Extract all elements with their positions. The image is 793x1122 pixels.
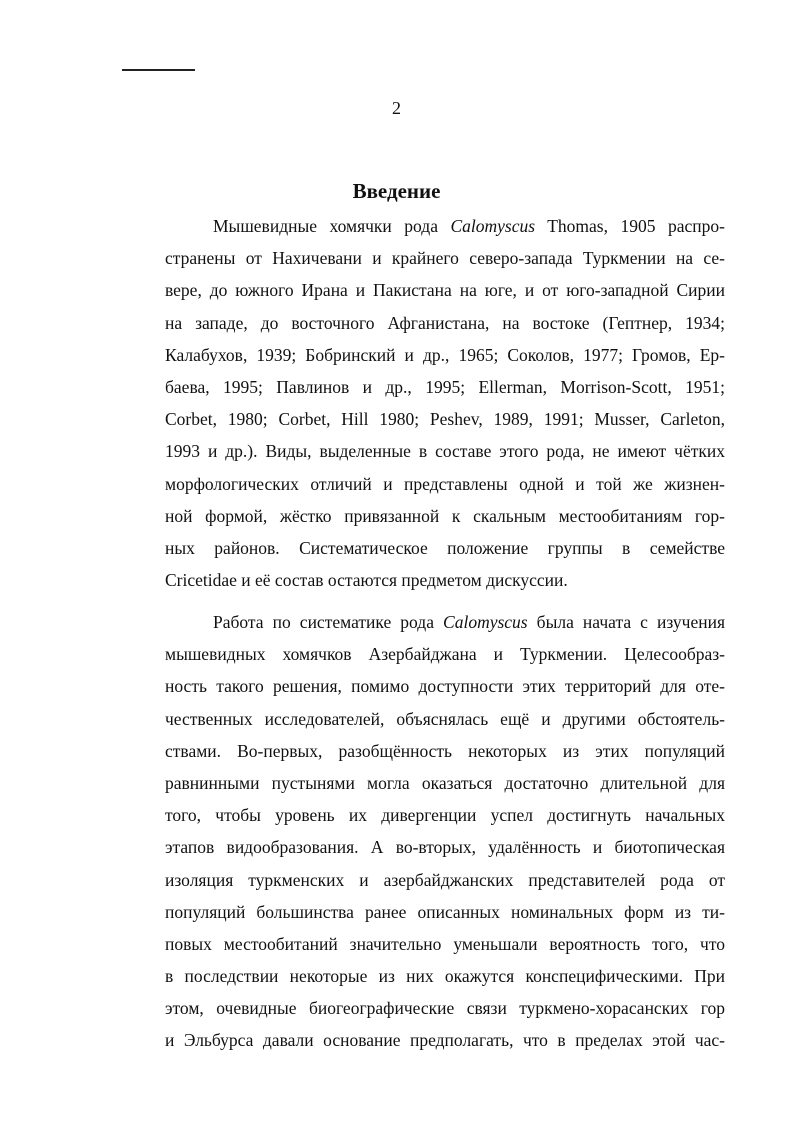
line-text-suffix: Thomas, 1905 распро- (535, 216, 725, 236)
paragraph-line: ность такого решения, помимо доступности этих территорий для оте- (165, 676, 725, 697)
paragraph-line: повых местообитаний значительно уменьшали вероятность того, что (165, 933, 725, 954)
page-number: 2 (392, 98, 401, 118)
paragraph-line: чественных исследователей, объяснялась ещё и другими обстоятель- (165, 708, 725, 729)
paragraph-2 (165, 606, 725, 1057)
paragraph-line: изоляция туркменских и азербайджанских представителей рода от (165, 869, 725, 890)
paragraph-line: на западе, до восточного Афганистана, на востоке (Гептнер, 1934; (165, 312, 725, 333)
paragraph-line: ной формой, жёстко привязанной к скальным местообитаниям гор- (165, 505, 725, 526)
line-text-prefix: Работа по систематике рода (213, 612, 444, 632)
paragraph-line: баева, 1995; Павлинов и др., 1995; Ellerman, Morrison-Scott, 1951; (165, 376, 725, 397)
paragraph-line: и Эльбурса давали основание предполагать, что в пределах этой час- (165, 1030, 725, 1051)
paragraph-line: этом, очевидные биогеографические связи туркмено-хорасанских гор (165, 998, 725, 1019)
section-heading: Введение (352, 179, 441, 203)
top-rule-line (122, 69, 195, 71)
genus-name: Calomyscus (450, 216, 536, 236)
paragraph-line: морфологических отличий и представлены одной и той же жизнен- (165, 473, 725, 494)
paragraph-line: странены от Нахичевани и крайнего северо-запада Туркмении на се- (165, 248, 725, 269)
paragraph-line: популяций большинства ранее описанных номинальных форм из ти- (165, 901, 725, 922)
paragraph-line: Corbet, 1980; Corbet, Hill 1980; Peshev, 1989, 1991; Musser, Carleton, (165, 409, 725, 430)
paragraph-line: того, чтобы уровень их дивергенции успел достигнуть начальных (165, 805, 725, 826)
paragraph-line: ных районов. Систематическое положение группы в семействе (165, 537, 725, 558)
paragraph-line: Cricetidae и её состав остаются предметом дискуссии. (165, 570, 568, 591)
paragraph-line (165, 210, 725, 242)
genus-name: Calomyscus (443, 612, 528, 632)
paragraph-line: равнинными пустынями могла оказаться достаточно длительной для (165, 772, 725, 793)
paragraph-line: в последствии некоторые из них окажутся конспецифическими. При (165, 966, 725, 987)
paragraph-line: вере, до южного Ирана и Пакистана на юге, и от юго-западной Сирии (165, 280, 725, 301)
paragraph-1 (165, 210, 725, 596)
paragraph-line: 1993 и др.). Виды, выделенные в составе этого рода, не имеют чётких (165, 441, 725, 462)
paragraph-line: этапов видообразования. А во-вторых, удалённость и биотопическая (165, 837, 725, 858)
line-text-suffix: была начата с изучения (527, 612, 725, 632)
paragraph-line: мышевидных хомячков Азербайджана и Туркмении. Целесообраз- (165, 644, 725, 665)
line-text-prefix: Мышевидные хомячки рода (213, 216, 451, 236)
paragraph-line (165, 606, 725, 638)
paragraph-line: Калабухов, 1939; Бобринский и др., 1965; Соколов, 1977; Громов, Ер- (165, 344, 725, 365)
paragraph-line: ствами. Во-первых, разобщённость некоторых из этих популяций (165, 740, 725, 761)
